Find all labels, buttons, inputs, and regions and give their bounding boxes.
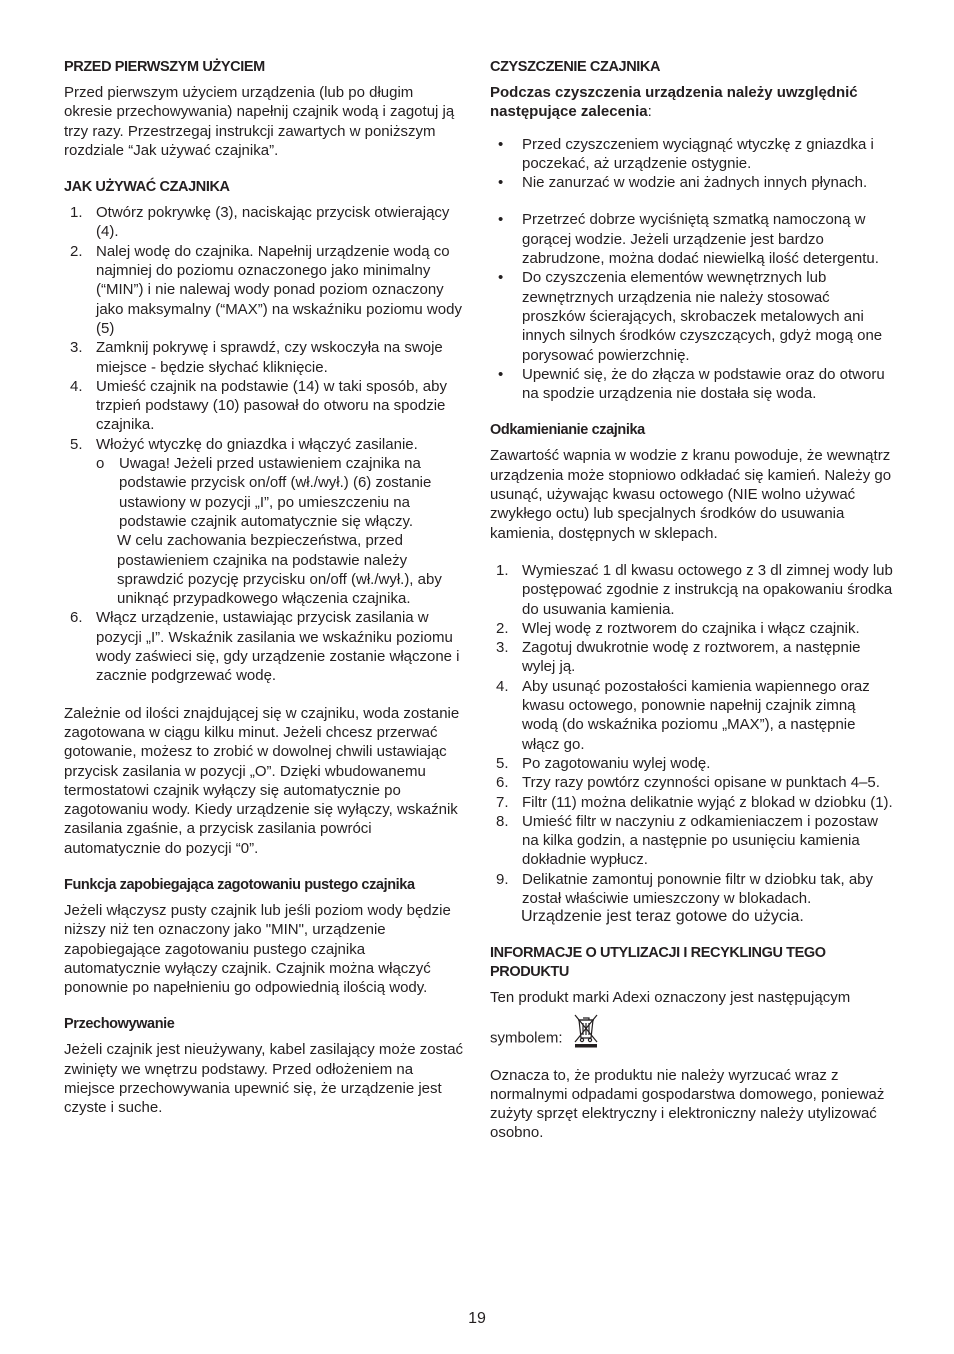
list-item: 1. Wymieszać 1 dl kwasu octowego z 3 dl zimnej wody lub postępować zgodnie z instrukcją na opakowaniu środka do usuwania kamienia. [496, 561, 893, 618]
list-item: 4. Umieść czajnik na podstawie (14) w taki sposób, aby trzpień podstawy (10) pasował do otworu na spodzie czajnika. [70, 377, 447, 434]
cleaning-bullets-a [490, 135, 895, 193]
list-item: 7. Filtr (11) można delikatnie wyjąć z blokad w dziobku (1). [496, 793, 893, 811]
page-number: 19 [468, 1310, 486, 1327]
section-title-cleaning: CZYSZCZENIE CZAJNIKA [490, 59, 661, 75]
right-column [490, 58, 895, 1143]
list-item: 4. Aby usunąć pozostałości kamienia wapiennego oraz kwasu octowego, ponownie napełnij czajnik zimną wodą (do wskaźnika poziomu „MAX”), a następnie włącz go. [496, 677, 870, 753]
list-item: 9. Delikatnie zamontuj ponownie filtr w dziobku tak, aby został właściwie umieszczony w blokadach. [496, 870, 874, 907]
note-text: Uwaga! Jeżeli przed ustawieniem czajnika na podstawie przycisk on/off (wł./wył.) (6) zostanie ustawiony w pozycji „I”, po umieszczeniu na podstawie czajnik automatycznie się włączy. [119, 455, 432, 530]
symbol-label: symbolem: [490, 1029, 563, 1047]
section-title-dry-boil: Funkcja zapobiegająca zagotowaniu pustego czajnika [64, 876, 415, 893]
list-item: 5. Po zagotowaniu wylej wodę. [496, 754, 711, 772]
warning-note [95, 454, 464, 608]
paragraph-disposal-2: Oznacza to, że produktu nie należy wyrzucać wraz z normalnymi odpadami gospodarstwa domowego, ponieważ zużyty sprzęt elektryczny i elektroniczny należy utylizować osobno. [490, 1066, 885, 1142]
paragraph-boiling: Zależnie od ilości znajdującej się w czajniku, woda zostanie zagotowana w ciągu kilku minut. Jeżeli chcesz przerwać gotowanie, możesz to zrobić w dowolnej chwili ustawiając przycisk zasilania w pozycji „O”. Dzięki wbudowanemu termostatowi czajnik wyłączy się automatycznie po zagotowaniu wody. Kiedy urządzenie się wyłączy, wskaźnik zasilania zgaśnie, a przycisk zasilania powróci automatycznie do pozycji “0”. [64, 704, 460, 857]
symbol-line [490, 1012, 895, 1048]
note-safety-text: W celu zachowania bezpieczeństwa, przed postawieniem czajnika na podstawie należy sprawdzić pozycję przycisku on/off (wł./wył.), aby uniknąć przypadkowego włączenia czajnika. [117, 532, 442, 608]
list-item: 6. Włącz urządzenie, ustawiając przycisk zasilania w pozycji „I”. Wskaźnik zasilania we wskaźniku poziomu wody zaświeci się, gdy urządzenie zostanie włączone i zacznie podgrzewać wodę. [70, 609, 460, 685]
note-marker: o [96, 455, 105, 473]
section-title-before-first-use: PRZED PIERWSZYM UŻYCIEM [64, 59, 265, 75]
paragraph-dry-boil: Jeżeli włączysz pusty czajnik lub jeśli poziom wody będzie niższy niż ten oznaczony jako "MIN", urządzenie zapobiegające zagotowaniu pustego czajnika automatycznie wyłączy czajnik. Czajnik można włączyć ponownie po napełnieniu go odpowiednią ilością wody. [64, 901, 451, 997]
section-title-disposal: INFORMACJE O UTYLIZACJI I RECYKLINGU TEGO PRODUKTU [490, 945, 826, 981]
list-item: 3. Zagotuj dwukrotnie wodę z roztworem, a następnie wylej ją. [496, 639, 861, 676]
list-item: • Upewnić się, że do złącza w podstawie oraz do otworu na spodzie urządzenia nie dostała się woda. [498, 365, 885, 403]
descaling-steps-list [490, 561, 895, 908]
ready-text: Urządzenie jest teraz gotowe do użycia. [521, 908, 804, 926]
list-item: 1. Otwórz pokrywkę (3), naciskając przycisk otwierający (4). [70, 204, 450, 241]
crossed-out-wheelie-bin-icon [573, 1012, 599, 1048]
list-item: 6. Trzy razy powtórz czynności opisane w punktach 4–5. [496, 774, 880, 792]
section-title-how-to-use: JAK UŻYWAĆ CZAJNIKA [64, 179, 230, 196]
cleaning-bullets-b [490, 210, 895, 403]
list-item: 3. Zamknij pokrywę i sprawdź, czy wskoczyła na swoje miejsce - będzie słychać kliknięcie. [70, 339, 443, 376]
list-item: 2. Wlej wodę z roztworem do czajnika i włącz czajnik. [496, 619, 860, 637]
list-item: • Przetrzeć dobrze wyciśniętą szmatką namoczoną w gorącej wodzie. Jeżeli urządzenie jest bardzo zabrudzone, można dodać niewielką ilość detergentu. [498, 211, 879, 268]
paragraph-storage: Jeżeli czajnik jest nieużywany, kabel zasilający może zostać zwinięty we wnętrzu podstawy. Przed odłożeniem na miejsce przechowywania upewnić się, że urządzenie jest czyste i suche. [64, 1041, 464, 1117]
cleaning-intro: Podczas czyszczenia urządzenia należy uwzględnić następujące zalecenia: [490, 84, 858, 121]
usage-steps-list [64, 203, 464, 685]
list-item: 2. Nalej wodę do czajnika. Napełnij urządzenie wodą co najmniej do poziomu oznaczonego jako minimalny (“MIN”) i nie nalewaj wody ponad poziom oznaczony jako maksymalny (“MAX”) na wskaźniku poziomu wody (5) [70, 242, 462, 337]
paragraph-descaling: Zawartość wapnia w wodzie z kranu powoduje, że wewnątrz urządzenia może stopniowo odkładać się kamień. Należy go usunąć, używając kwasu octowego (NIE wolno używać zwykłego octu) lub specjalnych środków do usuwania kamienia, dostępnych w sklepach. [490, 447, 892, 542]
list-item: • Przed czyszczeniem wyciągnąć wtyczkę z gniazdka i poczekać, aż urządzenie ostygnie. [498, 135, 874, 172]
paragraph-before-first-use: Przed pierwszym użyciem urządzenia (lub po długim okresie przechowywania) napełnij czajnik wodą i zagotuj ją trzy razy. Przestrzegaj instrukcji zawartych w poniższym rozdziale “Jak używać czajnika”. [64, 84, 455, 159]
list-item: • Do czyszczenia elementów wewnętrznych lub zewnętrznych urządzenia nie należy stosować proszków ścierających, skrobaczek metalowych ani innych silnych środków czyszczących, gdyż mogą one porysować powierzchnię. [498, 269, 883, 364]
section-title-descaling: Odkamienianie czajnika [490, 422, 645, 439]
list-item: 5. Włożyć wtyczkę do gniazdka i włączyć zasilanie. o Uwaga! Jeżeli przed ustawieniem czajnika na podstawie przycisk on/off (wł./wył.) (6) zostanie ustawiony w pozycji „I”, po umieszczeniu na podstawie czajnik automatycznie się włączy. W celu zachowania bezpieczeństwa, przed postawieniem czajnika na podstawie należy sprawdzić pozycję przycisku on/off (wł./wył.), aby uniknąć przypadkowego włączenia czajnika. [64, 435, 464, 609]
left-column [64, 58, 464, 1118]
section-title-storage: Przechowywanie [64, 1016, 175, 1033]
list-item: • Nie zanurzać w wodzie ani żadnych innych płynach. [498, 174, 868, 192]
paragraph-disposal-1: Ten produkt marki Adexi oznaczony jest następującym [490, 989, 851, 1007]
list-item: 8. Umieść filtr w naczyniu z odkamieniaczem i pozostaw na kilka godzin, a następnie po usunięciu kamienia dokładnie wypłucz. [496, 812, 878, 869]
